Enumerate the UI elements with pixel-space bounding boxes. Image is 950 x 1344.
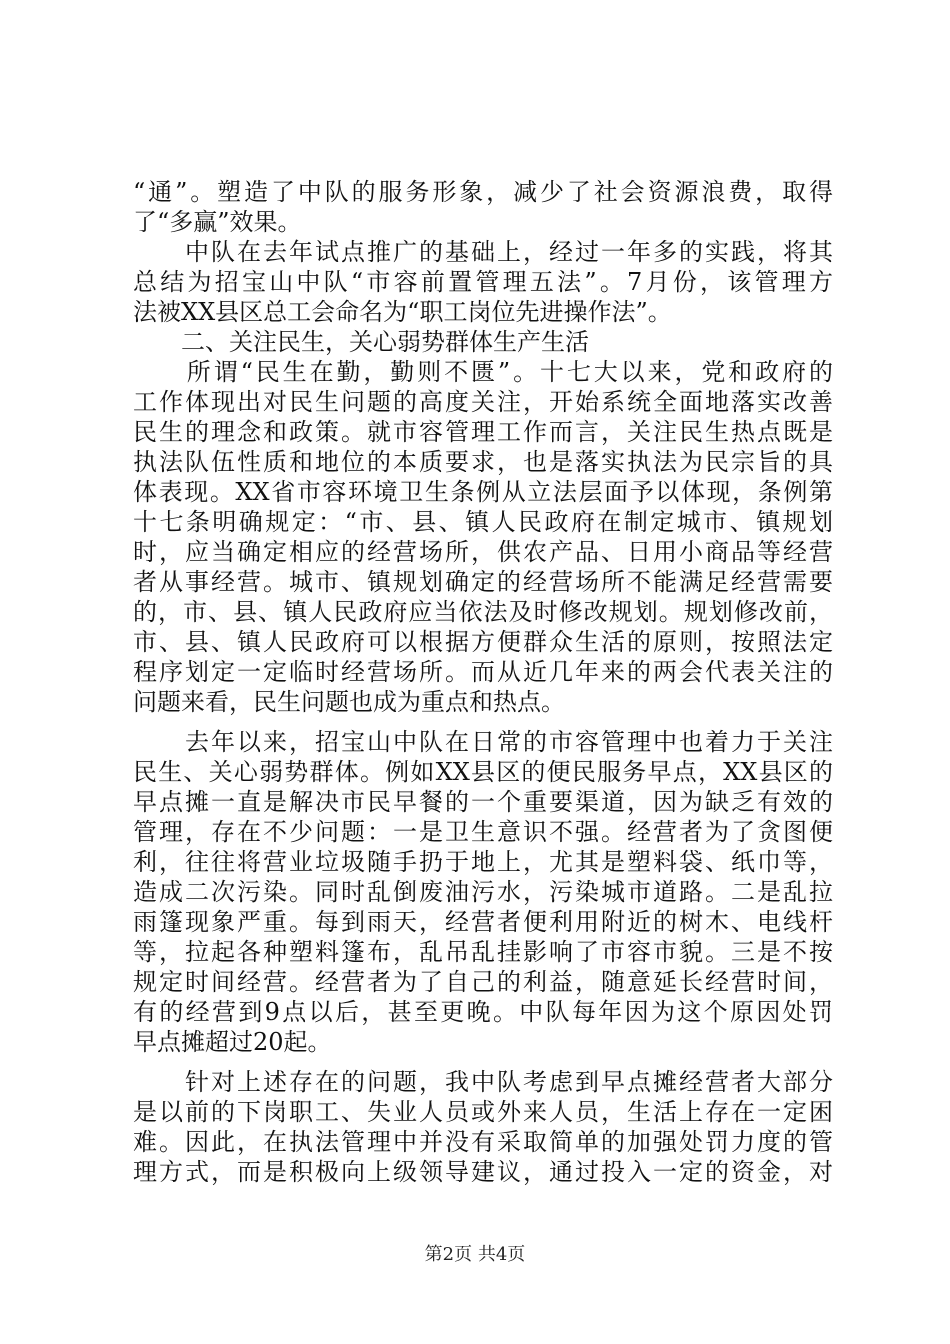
text-line: 总结为招宝山中队“市容前置管理五法”。7月份，该管理方 xyxy=(133,268,833,296)
text-line: 中队在去年试点推广的基础上，经过一年多的实践，将其 xyxy=(133,238,833,266)
text-line: 市、县、镇人民政府可以根据方便群众生活的原则，按照法定 xyxy=(133,628,833,656)
text-line: 工作体现出对民生问题的高度关注，开始系统全面地落实改善 xyxy=(133,388,833,416)
text-line: 执法队伍性质和地位的本质要求，也是落实执法为民宗旨的具 xyxy=(133,448,833,476)
text-line: 利，往往将营业垃圾随手扔于地上，尤其是塑料袋、纸巾等， xyxy=(133,848,833,876)
text-line: “通”。塑造了中队的服务形象，减少了社会资源浪费，取得 xyxy=(133,178,833,206)
section-heading: 二、关注民生，关心弱势群体生产生活 xyxy=(133,328,589,356)
text-line: 去年以来，招宝山中队在日常的市容管理中也着力于关注 xyxy=(133,728,833,756)
text-line: 所谓“民生在勤，勤则不匮”。十七大以来，党和政府的 xyxy=(133,358,833,386)
text-line: 十七条明确规定：“市、县、镇人民政府在制定城市、镇规划 xyxy=(133,508,833,536)
text-line: 造成二次污染。同时乱倒废油污水，污染城市道路。二是乱拉 xyxy=(133,878,833,906)
text-line: 程序划定一定临时经营场所。而从近几年来的两会代表关注的 xyxy=(133,658,833,686)
text-line: 是以前的下岗职工、失业人员或外来人员，生活上存在一定困 xyxy=(133,1098,833,1126)
page-number-footer: 第2页 共4页 xyxy=(424,1244,526,1265)
text-line: 规定时间经营。经营者为了自己的利益，随意延长经营时间， xyxy=(133,968,833,996)
text-line: 时，应当确定相应的经营场所，供农产品、日用小商品等经营 xyxy=(133,538,833,566)
text-line: 管理，存在不少问题：一是卫生意识不强。经营者为了贪图便 xyxy=(133,818,833,846)
text-line: 的，市、县、镇人民政府应当依法及时修改规划。规划修改前， xyxy=(133,598,833,626)
text-line: 体表现。XX省市容环境卫生条例从立法层面予以体现，条例第 xyxy=(133,478,833,506)
text-line: 民生、关心弱势群体。例如XX县区的便民服务早点，XX县区的 xyxy=(133,758,833,786)
text-line: 理方式，而是积极向上级领导建议，通过投入一定的资金，对 xyxy=(133,1158,833,1186)
text-line: 有的经营到9点以后，甚至更晚。中队每年因为这个原因处罚 xyxy=(133,998,833,1026)
text-line: 难。因此，在执法管理中并没有采取简单的加强处罚力度的管 xyxy=(133,1128,833,1156)
text-line: 民生的理念和政策。就市容管理工作而言，关注民生热点既是 xyxy=(133,418,833,446)
text-line: 早点摊超过20起。 xyxy=(133,1028,332,1056)
text-line: 早点摊一直是解决市民早餐的一个重要渠道，因为缺乏有效的 xyxy=(133,788,833,816)
text-line: 针对上述存在的问题，我中队考虑到早点摊经营者大部分 xyxy=(133,1068,833,1096)
text-line: 问题来看，民生问题也成为重点和热点。 xyxy=(133,688,565,716)
text-line: 雨篷现象严重。每到雨天，经营者便利用附近的树木、电线杆 xyxy=(133,908,833,936)
text-line: 者从事经营。城市、镇规划确定的经营场所不能满足经营需要 xyxy=(133,568,833,596)
text-line: 法被XX县区总工会命名为“职工岗位先进操作法”。 xyxy=(133,298,672,326)
text-line: 了“多赢”效果。 xyxy=(133,208,302,236)
text-line: 等，拉起各种塑料篷布，乱吊乱挂影响了市容市貌。三是不按 xyxy=(133,938,833,966)
